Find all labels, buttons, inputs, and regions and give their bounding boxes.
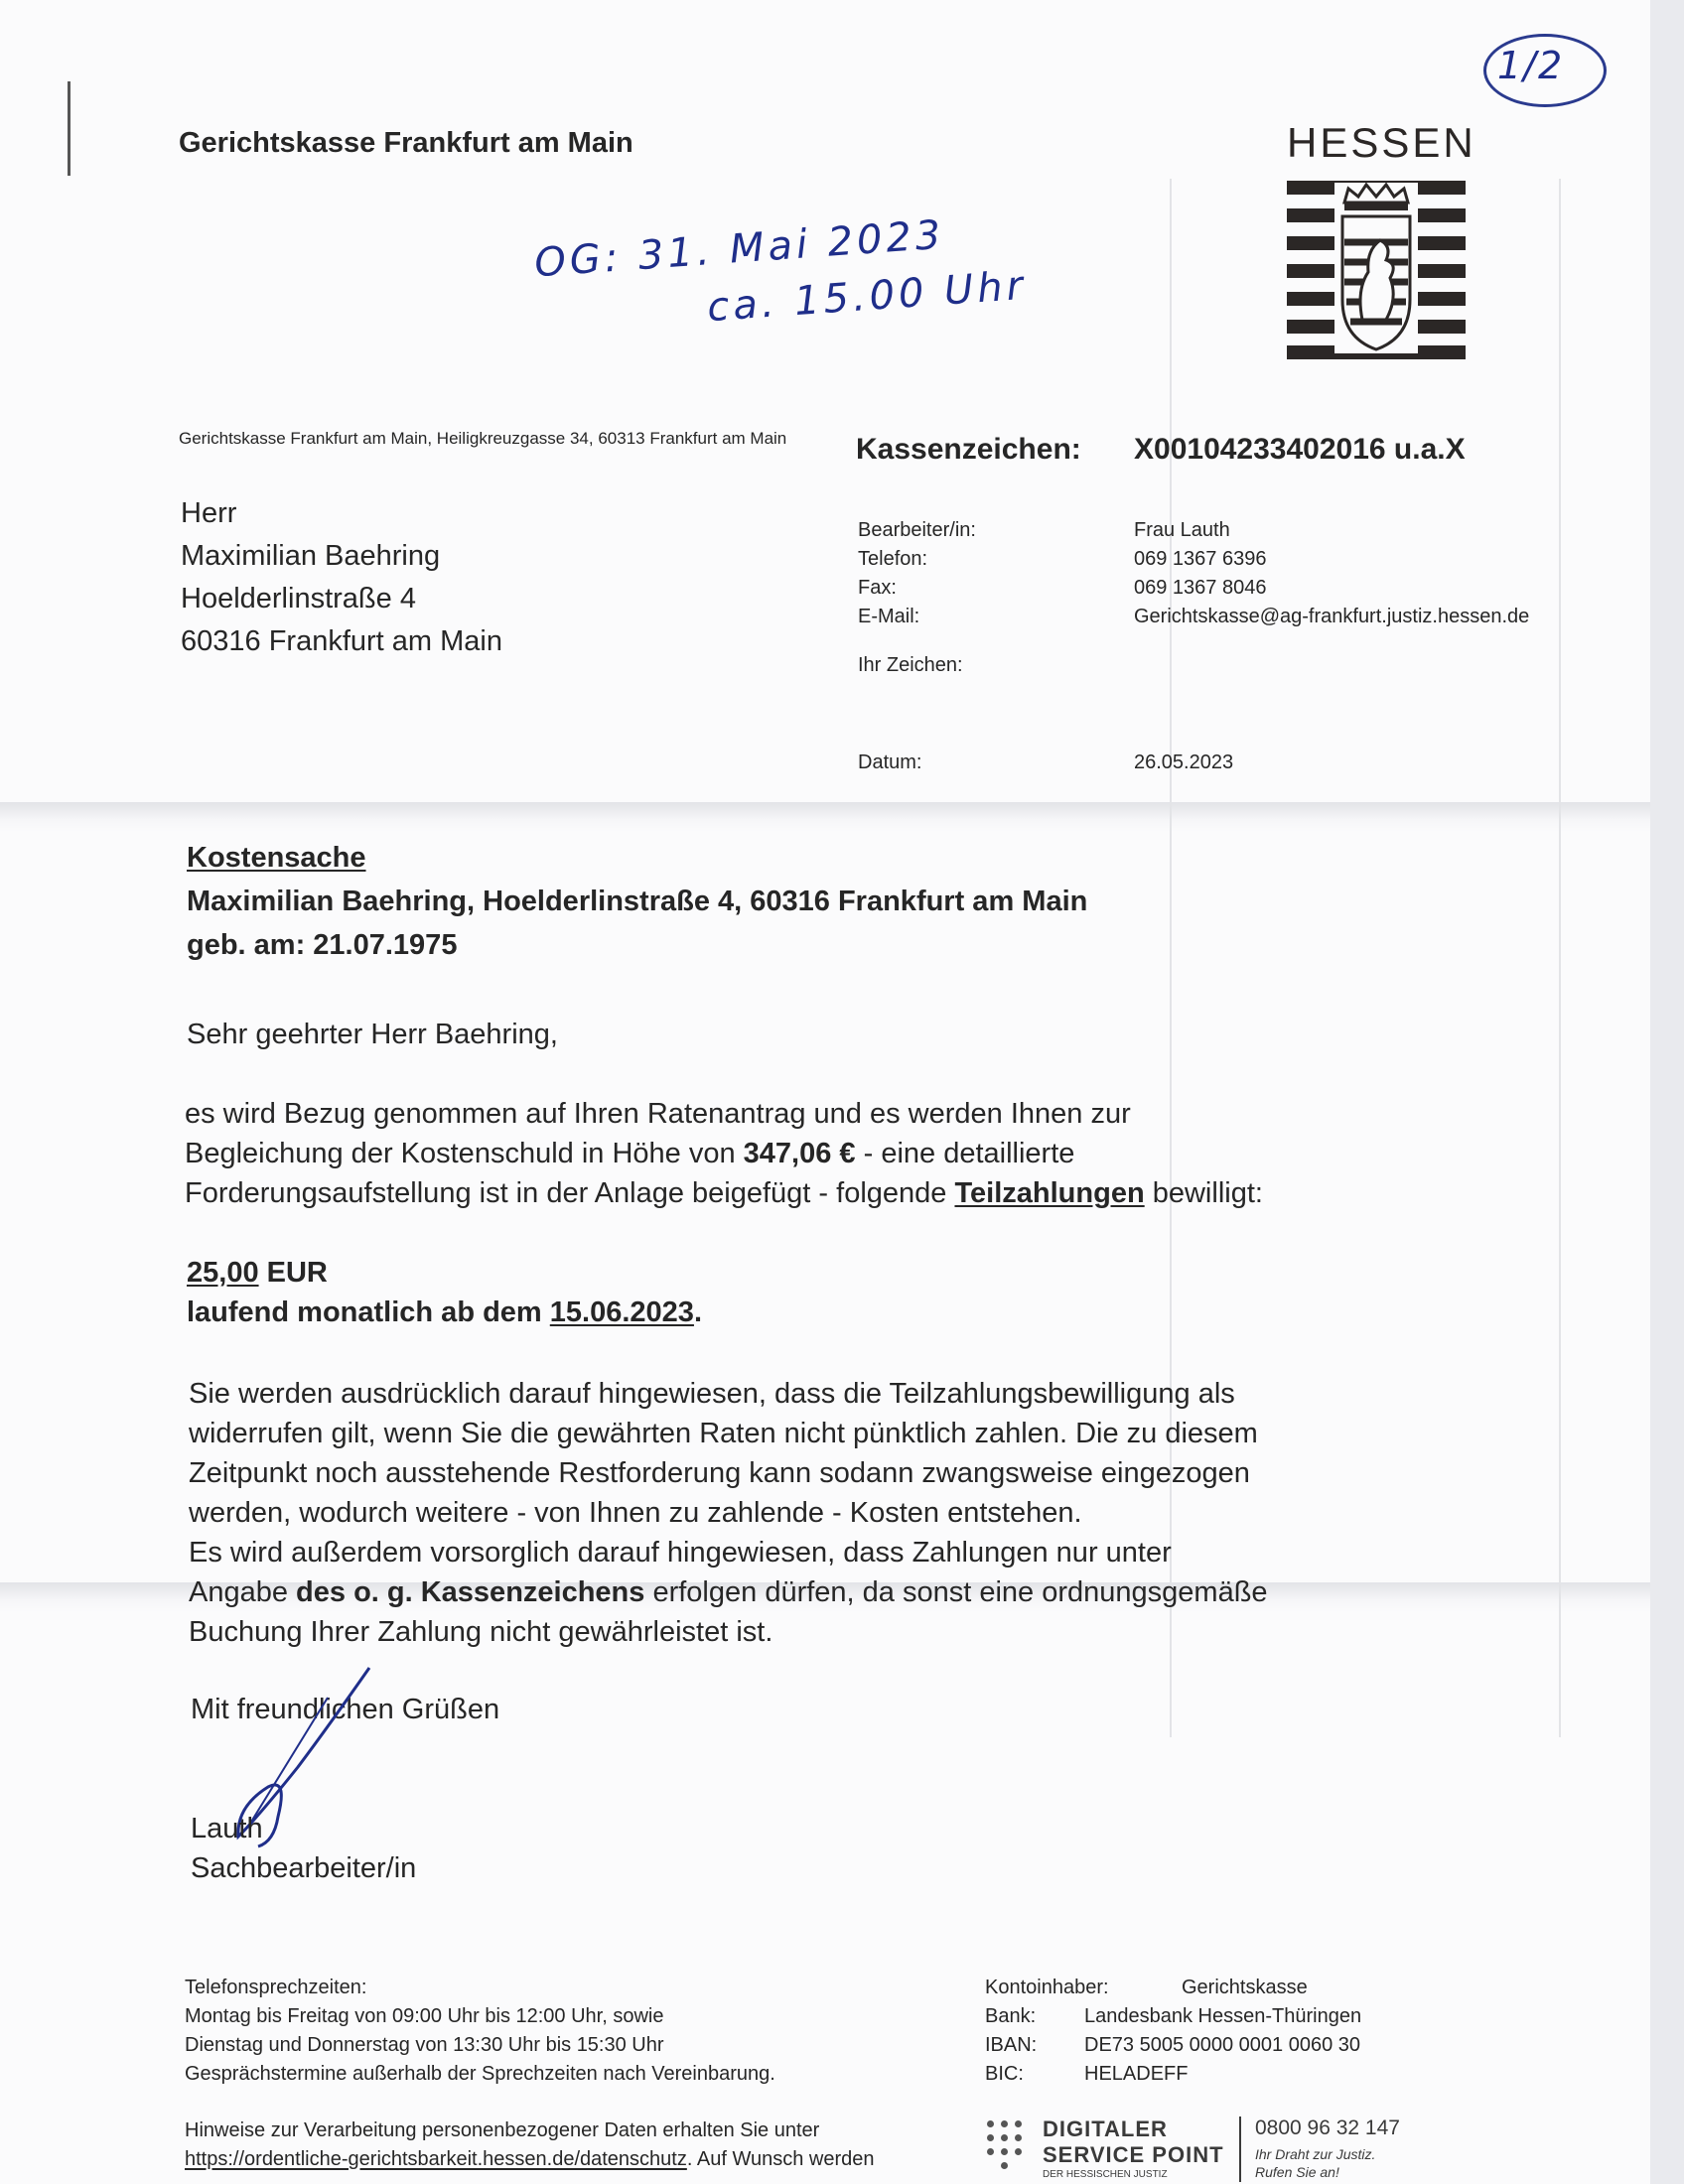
datum-value: 26.05.2023 — [1134, 751, 1234, 773]
hours-line2: Dienstag und Donnerstag von 13:30 Uhr bis 15:30 Uhr — [185, 2034, 664, 2056]
debt-amount: 347,06 € — [743, 1138, 856, 1169]
iban-value: DE73 5005 0000 0001 0060 30 — [1084, 2034, 1361, 2056]
bic-label: BIC: — [985, 2063, 1024, 2085]
recipient-name: Maximilian Baehring — [181, 540, 441, 572]
dsp-title-line2: SERVICE POINT — [1043, 2142, 1224, 2167]
service-point-dots-icon — [985, 2116, 1045, 2176]
return-address: Gerichtskasse Frankfurt am Main, Heiligkreuzgasse 34, 60313 Frankfurt am Main — [179, 429, 787, 448]
dsp-divider — [1239, 2116, 1241, 2182]
dsp-tagline2: Rufen Sie an! — [1255, 2164, 1339, 2180]
signature-role: Sachbearbeiter/in — [191, 1852, 417, 1884]
email-label: E-Mail: — [858, 606, 920, 627]
kassenzeichen-reference: des o. g. Kassenzeichens — [296, 1576, 645, 1608]
p1-line3: Forderungsaufstellung ist in der Anlage beigefügt - folgende Teilzahlungen bewilligt: — [185, 1177, 1263, 1209]
footer-privacy — [185, 2116, 874, 2174]
recipient-street: Hoelderlinstraße 4 — [181, 583, 416, 614]
subject-heading: Kostensache — [187, 842, 366, 874]
telefon-value: 069 1367 6396 — [1134, 548, 1267, 570]
hessen-coat-of-arms-icon — [1287, 181, 1466, 359]
hessen-logo-text: HESSEN — [1287, 119, 1476, 166]
p2-line3: Zeitpunkt noch ausstehende Restforderung kann sodann zwangsweise eingezogen — [189, 1457, 1250, 1489]
kassenzeichen-label: Kassenzeichen: — [856, 433, 1081, 466]
p3-line3: Buchung Ihrer Zahlung nicht gewährleistet ist. — [189, 1616, 773, 1648]
bearbeiter-label: Bearbeiter/in: — [858, 519, 976, 541]
hours-line1: Montag bis Freitag von 09:00 Uhr bis 12:00 Uhr, sowie — [185, 2005, 664, 2027]
fax-label: Fax: — [858, 577, 897, 599]
rate-line2: laufend monatlich ab dem 15.06.2023. — [187, 1297, 702, 1328]
dsp-title-line1: DIGITALER — [1043, 2116, 1168, 2141]
p1-line1: es wird Bezug genommen auf Ihren Ratenantrag und es werden Ihnen zur — [185, 1098, 1131, 1130]
scan-edge — [1650, 0, 1684, 2184]
teilzahlungen-term: Teilzahlungen — [954, 1177, 1145, 1209]
footer-office-hours — [185, 1974, 775, 2089]
bearbeiter-value: Frau Lauth — [1134, 519, 1230, 541]
p2-line4: werden, wodurch weitere - von Ihnen zu zahlende - Kosten entstehen. — [189, 1497, 1082, 1529]
dsp-phone[interactable]: 0800 96 32 147 — [1255, 2116, 1400, 2139]
privacy-line2: https://ordentliche-gerichtsbarkeit.hessen.de/datenschutz. Auf Wunsch werden — [185, 2148, 875, 2170]
recipient-address — [181, 492, 502, 663]
recipient-city: 60316 Frankfurt am Main — [181, 625, 502, 657]
ihr-zeichen-label: Ihr Zeichen: — [858, 654, 963, 676]
sender-title: Gerichtskasse Frankfurt am Main — [179, 127, 633, 159]
konto-label: Kontoinhaber: — [985, 1977, 1109, 1998]
paragraph-warnings — [189, 1374, 1268, 1652]
privacy-line1: Hinweise zur Verarbeitung personenbezogener Daten erhalten Sie unter — [185, 2119, 820, 2141]
dsp-title-line3: DER HESSISCHEN JUSTIZ — [1043, 2169, 1168, 2180]
handwritten-note-line2: ca. 15.00 Uhr — [705, 262, 1029, 332]
konto-value: Gerichtskasse — [1182, 1977, 1308, 1998]
p2-line1: Sie werden ausdrücklich darauf hingewiesen, dass die Teilzahlungsbewilligung als — [189, 1378, 1235, 1410]
closing: Mit freundlichen Grüßen — [191, 1694, 500, 1725]
page-marker: 1/2 — [1497, 44, 1565, 87]
contact-labels — [858, 516, 976, 680]
hours-title: Telefonsprechzeiten: — [185, 1977, 367, 1998]
staple-mark — [68, 81, 70, 176]
paragraph-installment-grant — [185, 1094, 1263, 1213]
handwritten-note-line1: OG: 31. Mai 2023 — [532, 211, 946, 287]
fax-value: 069 1367 8046 — [1134, 577, 1267, 599]
signature-name: Lauth — [191, 1813, 263, 1844]
p2-line2: widerrufen gilt, wenn Sie die gewährten Raten nicht pünktlich zahlen. Die zu diesem — [189, 1418, 1258, 1449]
rate-amount: 25,00 — [187, 1257, 259, 1289]
recipient-salutation: Herr — [181, 497, 237, 529]
rate-line1: 25,00 EUR — [187, 1257, 328, 1289]
subject-line1: Maximilian Baehring, Hoelderlinstraße 4, 60316 Frankfurt am Main — [187, 886, 1088, 917]
bank-label: Bank: — [985, 2005, 1037, 2027]
subject-line2: geb. am: 21.07.1975 — [187, 929, 458, 961]
privacy-link[interactable]: https://ordentliche-gerichtsbarkeit.hessen.de/datenschutz — [185, 2148, 687, 2170]
bank-value: Landesbank Hessen-Thüringen — [1084, 2005, 1362, 2027]
p3-line2: Angabe des o. g. Kassenzeichens erfolgen dürfen, da sonst eine ordnungsgemäße — [189, 1576, 1268, 1608]
p1-line2: Begleichung der Kostenschuld in Höhe von 347,06 € - eine detaillierte — [185, 1138, 1075, 1169]
iban-label: IBAN: — [985, 2034, 1038, 2056]
telefon-label: Telefon: — [858, 548, 928, 570]
bic-value: HELADEFF — [1084, 2063, 1189, 2085]
dsp-tagline1: Ihr Draht zur Justiz. — [1255, 2146, 1376, 2162]
contact-values — [1134, 516, 1529, 631]
greeting: Sehr geehrter Herr Baehring, — [187, 1019, 558, 1050]
p3-line1: Es wird außerdem vorsorglich darauf hingewiesen, dass Zahlungen nur unter — [189, 1537, 1172, 1569]
rate-start-date: 15.06.2023 — [549, 1297, 694, 1328]
hours-line3: Gesprächstermine außerhalb der Sprechzeiten nach Vereinbarung. — [185, 2063, 775, 2085]
kassenzeichen-value: X00104233402016 u.a.X — [1134, 433, 1466, 466]
datum-label: Datum: — [858, 751, 922, 773]
email-value: Gerichtskasse@ag-frankfurt.justiz.hessen.de — [1134, 606, 1530, 627]
